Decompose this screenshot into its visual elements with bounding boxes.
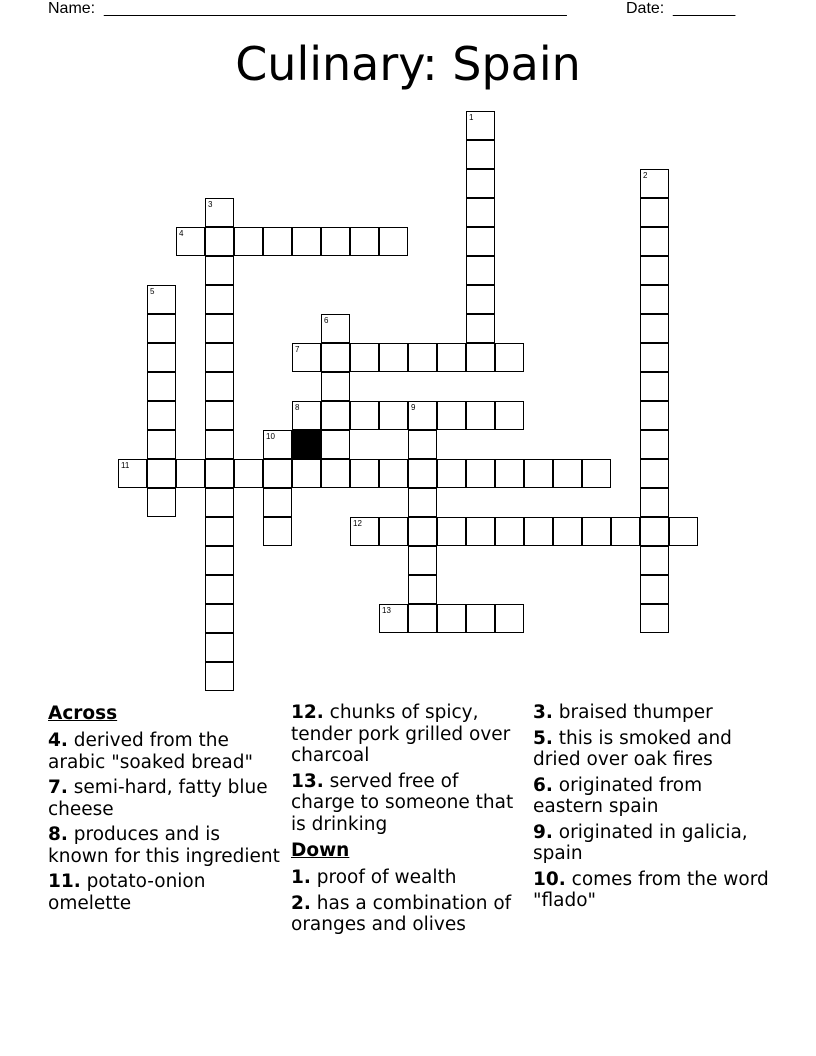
grid-cell[interactable] bbox=[466, 314, 495, 343]
grid-cell[interactable] bbox=[408, 401, 437, 430]
grid-cell[interactable] bbox=[640, 488, 669, 517]
clue-number: 10. bbox=[533, 868, 566, 890]
grid-cell[interactable] bbox=[205, 285, 234, 314]
grid-cell[interactable] bbox=[205, 575, 234, 604]
grid-cell[interactable] bbox=[263, 459, 292, 488]
grid-cell[interactable] bbox=[640, 256, 669, 285]
grid-cell[interactable] bbox=[263, 430, 292, 459]
grid-cell[interactable] bbox=[321, 459, 350, 488]
grid-cell[interactable] bbox=[466, 198, 495, 227]
grid-cell[interactable] bbox=[466, 517, 495, 546]
grid-cell[interactable] bbox=[379, 604, 408, 633]
clue-across-11 bbox=[48, 871, 284, 914]
clue-text: chunks of spicy, tender pork grilled over charcoal bbox=[291, 702, 511, 766]
cell-number: 9 bbox=[411, 403, 416, 412]
name-label: Name: bbox=[48, 0, 96, 17]
clue-number: 6. bbox=[533, 774, 553, 796]
grid-cell[interactable] bbox=[582, 517, 611, 546]
grid-cell[interactable] bbox=[640, 227, 669, 256]
clue-number: 1. bbox=[291, 867, 311, 888]
clue-text: has a combination of oranges and olives bbox=[291, 892, 512, 935]
grid-cell[interactable] bbox=[321, 227, 350, 256]
grid-cell[interactable] bbox=[640, 517, 669, 546]
grid-cell[interactable] bbox=[669, 517, 698, 546]
clue-text: produces and is known for this ingredient bbox=[48, 824, 280, 867]
grid-cell[interactable] bbox=[379, 227, 408, 256]
clue-text: originated from eastern spain bbox=[533, 774, 703, 817]
cell-number: 6 bbox=[324, 316, 329, 325]
grid-cell[interactable] bbox=[524, 517, 553, 546]
clues-column-3 bbox=[533, 702, 769, 916]
grid-cell[interactable] bbox=[437, 343, 466, 372]
down-heading: Down bbox=[291, 840, 350, 861]
grid-cell[interactable] bbox=[408, 459, 437, 488]
clue-across-13 bbox=[291, 771, 527, 836]
grid-cell[interactable] bbox=[292, 459, 321, 488]
grid-cell[interactable] bbox=[437, 604, 466, 633]
cell-number: 5 bbox=[150, 287, 155, 296]
cell-number: 7 bbox=[295, 345, 300, 354]
grid-cell[interactable] bbox=[205, 459, 234, 488]
clue-text: originated in galicia, spain bbox=[533, 821, 748, 864]
grid-cell[interactable] bbox=[640, 343, 669, 372]
grid-cell[interactable] bbox=[205, 488, 234, 517]
cell-number: 4 bbox=[179, 229, 184, 238]
cell-number: 1 bbox=[469, 113, 474, 122]
grid-cell[interactable] bbox=[640, 285, 669, 314]
grid-cell[interactable] bbox=[640, 372, 669, 401]
clue-down-6 bbox=[533, 775, 769, 818]
grid-cell[interactable] bbox=[466, 343, 495, 372]
clue-text: derived from the arabic "soaked bread" bbox=[48, 730, 253, 773]
grid-cell[interactable] bbox=[147, 430, 176, 459]
clues-column-1 bbox=[48, 702, 284, 918]
clue-down-5 bbox=[533, 728, 769, 771]
cell-number: 10 bbox=[266, 432, 275, 441]
clue-number: 8. bbox=[48, 824, 68, 845]
grid-cell[interactable] bbox=[205, 633, 234, 662]
black-square bbox=[292, 430, 321, 459]
clue-text: braised thumper bbox=[552, 702, 713, 723]
clue-across-8 bbox=[48, 824, 284, 867]
grid-cell[interactable] bbox=[408, 517, 437, 546]
grid-cell[interactable] bbox=[437, 459, 466, 488]
grid-cell[interactable] bbox=[408, 430, 437, 459]
grid-cell[interactable] bbox=[582, 459, 611, 488]
across-heading: Across bbox=[48, 703, 118, 724]
grid-cell[interactable] bbox=[437, 401, 466, 430]
grid-cell[interactable] bbox=[553, 459, 582, 488]
grid-cell[interactable] bbox=[321, 430, 350, 459]
grid-cell[interactable] bbox=[495, 459, 524, 488]
clue-number: 9. bbox=[533, 821, 553, 843]
grid-cell[interactable] bbox=[147, 343, 176, 372]
grid-cell[interactable] bbox=[350, 227, 379, 256]
grid-cell[interactable] bbox=[466, 285, 495, 314]
grid-cell[interactable] bbox=[321, 343, 350, 372]
grid-cell[interactable] bbox=[263, 517, 292, 546]
grid-cell[interactable] bbox=[263, 227, 292, 256]
clue-text: served free of charge to someone that is drinking bbox=[291, 770, 514, 835]
clue-number: 13. bbox=[291, 770, 324, 792]
grid-cell[interactable] bbox=[408, 343, 437, 372]
grid-cell[interactable] bbox=[205, 227, 234, 256]
clue-down-3 bbox=[533, 702, 769, 724]
grid-cell[interactable] bbox=[350, 459, 379, 488]
clue-number: 2. bbox=[291, 892, 311, 914]
clue-text: this is smoked and dried over oak fires bbox=[533, 727, 732, 770]
grid-cell[interactable] bbox=[379, 459, 408, 488]
grid-cell[interactable] bbox=[466, 169, 495, 198]
grid-cell[interactable] bbox=[205, 430, 234, 459]
grid-cell[interactable] bbox=[466, 459, 495, 488]
grid-cell[interactable] bbox=[437, 517, 466, 546]
clue-text: comes from the word "flado" bbox=[533, 868, 769, 911]
grid-cell[interactable] bbox=[640, 546, 669, 575]
grid-cell[interactable] bbox=[147, 459, 176, 488]
grid-cell[interactable] bbox=[466, 140, 495, 169]
cell-number: 8 bbox=[295, 403, 300, 412]
grid-cell[interactable] bbox=[147, 372, 176, 401]
grid-cell[interactable] bbox=[350, 517, 379, 546]
grid-cell[interactable] bbox=[292, 227, 321, 256]
clue-across-7 bbox=[48, 777, 284, 820]
grid-cell[interactable] bbox=[292, 401, 321, 430]
grid-cell[interactable] bbox=[379, 343, 408, 372]
grid-cell[interactable] bbox=[205, 604, 234, 633]
grid-cell[interactable] bbox=[379, 401, 408, 430]
grid-cell[interactable] bbox=[205, 662, 234, 691]
grid-cell[interactable] bbox=[205, 517, 234, 546]
grid-cell[interactable] bbox=[408, 546, 437, 575]
clue-number: 12. bbox=[291, 702, 324, 723]
clue-number: 11. bbox=[48, 871, 81, 892]
grid-cell[interactable] bbox=[640, 314, 669, 343]
clue-number: 5. bbox=[533, 727, 553, 749]
grid-cell[interactable] bbox=[466, 111, 495, 140]
grid-cell[interactable] bbox=[495, 343, 524, 372]
grid-cell[interactable] bbox=[118, 459, 147, 488]
cell-number: 13 bbox=[382, 606, 391, 615]
clue-number: 4. bbox=[48, 730, 68, 751]
grid-cell[interactable] bbox=[147, 488, 176, 517]
grid-cell[interactable] bbox=[640, 198, 669, 227]
clue-down-10 bbox=[533, 869, 769, 912]
grid-cell[interactable] bbox=[321, 372, 350, 401]
grid-cell[interactable] bbox=[205, 343, 234, 372]
page-title: Culinary: Spain bbox=[235, 37, 581, 91]
clue-text: proof of wealth bbox=[310, 867, 457, 888]
clue-down-1 bbox=[291, 867, 527, 889]
clue-text: semi-hard, fatty blue cheese bbox=[48, 777, 268, 820]
grid-cell[interactable] bbox=[495, 604, 524, 633]
grid-cell[interactable] bbox=[205, 198, 234, 227]
cell-number: 12 bbox=[353, 519, 362, 528]
grid-cell[interactable] bbox=[263, 488, 292, 517]
grid-cell[interactable] bbox=[495, 517, 524, 546]
grid-cell[interactable] bbox=[640, 169, 669, 198]
grid-cell[interactable] bbox=[292, 343, 321, 372]
grid-cell[interactable] bbox=[524, 459, 553, 488]
grid-cell[interactable] bbox=[205, 256, 234, 285]
grid-cell[interactable] bbox=[640, 401, 669, 430]
grid-cell[interactable] bbox=[350, 401, 379, 430]
clues-column-2 bbox=[291, 702, 527, 940]
grid-cell[interactable] bbox=[321, 314, 350, 343]
cell-number: 2 bbox=[643, 171, 648, 180]
cell-number: 3 bbox=[208, 200, 213, 209]
clue-number: 3. bbox=[533, 702, 553, 723]
clue-across-4 bbox=[48, 730, 284, 773]
date-label: Date: bbox=[626, 0, 665, 17]
grid-cell[interactable] bbox=[147, 401, 176, 430]
clue-across-12 bbox=[291, 702, 527, 767]
grid-cell[interactable] bbox=[495, 401, 524, 430]
grid-cell[interactable] bbox=[321, 401, 350, 430]
grid-cell[interactable] bbox=[466, 256, 495, 285]
grid-cell[interactable] bbox=[234, 227, 263, 256]
grid-cell[interactable] bbox=[466, 401, 495, 430]
grid-cell[interactable] bbox=[234, 459, 263, 488]
grid-cell[interactable] bbox=[640, 575, 669, 604]
grid-cell[interactable] bbox=[205, 546, 234, 575]
clue-number: 7. bbox=[48, 777, 68, 798]
grid-cell[interactable] bbox=[640, 459, 669, 488]
grid-cell[interactable] bbox=[466, 604, 495, 633]
grid-cell[interactable] bbox=[611, 517, 640, 546]
grid-cell[interactable] bbox=[640, 604, 669, 633]
grid-cell[interactable] bbox=[379, 517, 408, 546]
grid-cell[interactable] bbox=[147, 285, 176, 314]
grid-cell[interactable] bbox=[408, 575, 437, 604]
grid-cell[interactable] bbox=[147, 314, 176, 343]
grid-cell[interactable] bbox=[350, 343, 379, 372]
clue-down-9 bbox=[533, 822, 769, 865]
grid-cell[interactable] bbox=[205, 314, 234, 343]
grid-cell[interactable] bbox=[408, 488, 437, 517]
name-line[interactable]: ____________________________________________________ bbox=[104, 0, 567, 17]
grid-cell[interactable] bbox=[553, 517, 582, 546]
grid-cell[interactable] bbox=[640, 430, 669, 459]
grid-cell[interactable] bbox=[176, 459, 205, 488]
cell-number: 11 bbox=[121, 461, 130, 470]
grid-cell[interactable] bbox=[205, 372, 234, 401]
grid-cell[interactable] bbox=[408, 604, 437, 633]
clue-down-2 bbox=[291, 893, 527, 936]
grid-cell[interactable] bbox=[176, 227, 205, 256]
date-line[interactable]: _______ bbox=[673, 0, 736, 17]
clue-text: potato-onion omelette bbox=[48, 871, 206, 914]
grid-cell[interactable] bbox=[466, 227, 495, 256]
grid-cell[interactable] bbox=[205, 401, 234, 430]
